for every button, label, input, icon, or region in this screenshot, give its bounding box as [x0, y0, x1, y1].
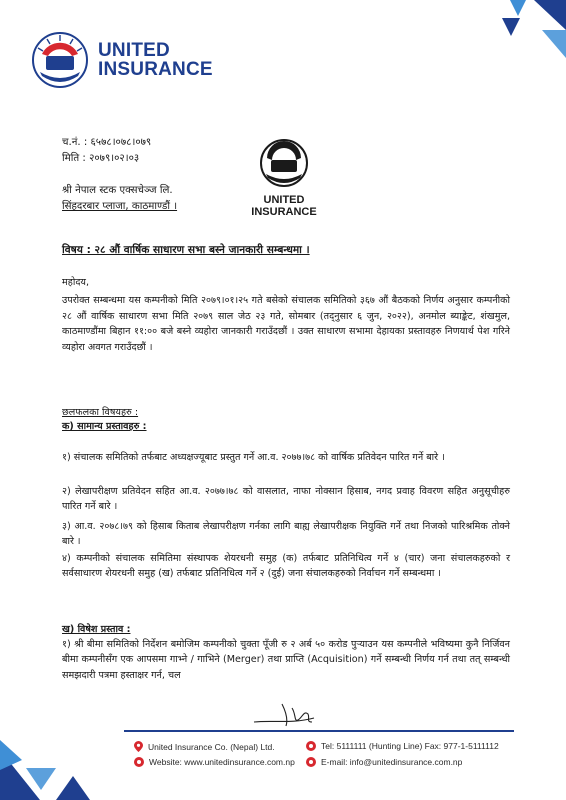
- company-logo: [32, 32, 213, 88]
- uic-emblem-icon: [32, 32, 88, 88]
- email-icon: [306, 757, 316, 767]
- intro-paragraph: उपरोक्त सम्बन्धमा यस कम्पनीको मिति २०७९।०१।२५ गते बसेको संचालक समितिको ३६७ औं बैठकको निर्णय अनुसार कम्पनीको २८ औं वार्षिक साधारण सभा मिति २०७९ साल जेठ २३ गते, सोमबार (तद्नुसार ६ जुन, २०२२), अनमोल ब्याङ्केट, शंखमुल, काठमाण्डौंमा बिहान ११:०० बजे बस्ने व्यहोरा जानकारी गराउँदछौं । उक्त साधारण सभामा देहायका प्रस्तावहरु निणयार्थ पेश गरिने व्यहोरा अवगत गराउँदछौं ।: [62, 295, 510, 353]
- globe-icon: [134, 757, 144, 767]
- stamp-name-line2: INSURANCE: [251, 206, 317, 218]
- footer-email: E-mail: info@unitedinsurance.com.np: [306, 757, 462, 767]
- letter-subject: विषय : २८ औं वार्षिक साधारण सभा बस्ने जानकारी सम्बन्धमा ।: [62, 244, 310, 256]
- recipient-name: श्री नेपाल स्टक एक्सचेञ्ज लि.: [62, 185, 173, 196]
- section-b-title: ख) विषेश प्रस्ताव :: [62, 624, 131, 635]
- signature-image: [252, 700, 332, 730]
- company-name-line2: INSURANCE: [98, 59, 213, 80]
- footer-address: United Insurance Co. (Nepal) Ltd.: [134, 741, 275, 752]
- agenda-item: २) लेखापरीक्षण प्रतिवेदन सहित आ.व. २०७७।७८ को वासलात, नाफा नोक्सान हिसाब, नगद प्रवाह विवरण सहित अनुसूचीहरु पारित गर्ने बारे ।: [62, 486, 510, 513]
- stamp-emblem-icon: [258, 138, 310, 188]
- footer-website: Website: www.unitedinsurance.com.np: [134, 757, 295, 767]
- corner-decoration-bottom-left: [0, 710, 95, 800]
- footer-phone: Tel: 5111111 (Hunting Line) Fax: 977-1-5111112: [306, 741, 499, 751]
- letter-date: मिति : २०७९।०२।०३: [62, 153, 140, 164]
- company-stamp: [244, 138, 324, 218]
- phone-icon: [306, 741, 316, 751]
- section-a-title: क) सामान्य प्रस्तावहरु :: [62, 421, 147, 432]
- recipient-block: [62, 183, 177, 215]
- agenda-item: ३) आ.व. २०७८।७९ को हिसाब किताब लेखापरीक्षण गर्नका लागि बाह्य लेखापरीक्षक नियुक्ति गर्ने तथा निजको पारिश्रमिक तोक्ने बारे ।: [62, 521, 510, 548]
- agenda-item: ४) कम्पनीको संचालक समितिमा संस्थापक शेयरधनी समुह (क) तर्फबाट प्रतिनिधित्व गर्ने ४ (चार) जना संचालकहरुको र सर्वसाधारण शेयरधनी समुह (ख) तर्फबाट प्रतिनिधित्व गर्ने २ (दुई) जना संचालकहरुको निर्वाचन गर्ने सम्बन्धमा ।: [62, 553, 510, 580]
- agenda-item: १) संचालक समितिको तर्फबाट अध्यक्षज्यूबाट प्रस्तुत गर्ने आ.व. २०७७।७८ को वार्षिक प्रतिवेदन पारित गर्ने बारे ।: [62, 452, 445, 463]
- recipient-address: सिंहदरबार प्लाजा, काठमाण्डौं ।: [62, 201, 178, 212]
- footer-divider: [124, 730, 514, 732]
- company-name-line1: UNITED: [98, 39, 170, 61]
- location-pin-icon: [134, 741, 143, 752]
- salutation: महोदय,: [62, 277, 90, 288]
- corner-decoration-top-right: [486, 0, 566, 60]
- reference-number: च.नं. : ६५७८।०७८।०७९: [62, 137, 152, 148]
- reference-block: [62, 135, 151, 167]
- agenda-title: छलफलका विषयहरु :: [62, 407, 139, 418]
- stamp-name-line1: UNITED: [263, 194, 305, 206]
- special-agenda-item: १) श्री बीमा समितिको निर्देशन बमोजिम कम्पनीको चुक्ता पूँजी रु २ अर्ब ५० करोड पुऱ्याउन यस कम्पनीले भविष्यमा कुनै निर्जिवन बीमा कम्पनीसँग एक आपसमा गाभ्ने / गाभिने (Merger) तथा प्राप्ति (Acquisition) गर्ने सम्बन्धी निर्णय गर्न तथा तत् सम्बन्धी समझदारी पत्रमा हस्ताक्षर गर्न, चल: [62, 639, 510, 681]
